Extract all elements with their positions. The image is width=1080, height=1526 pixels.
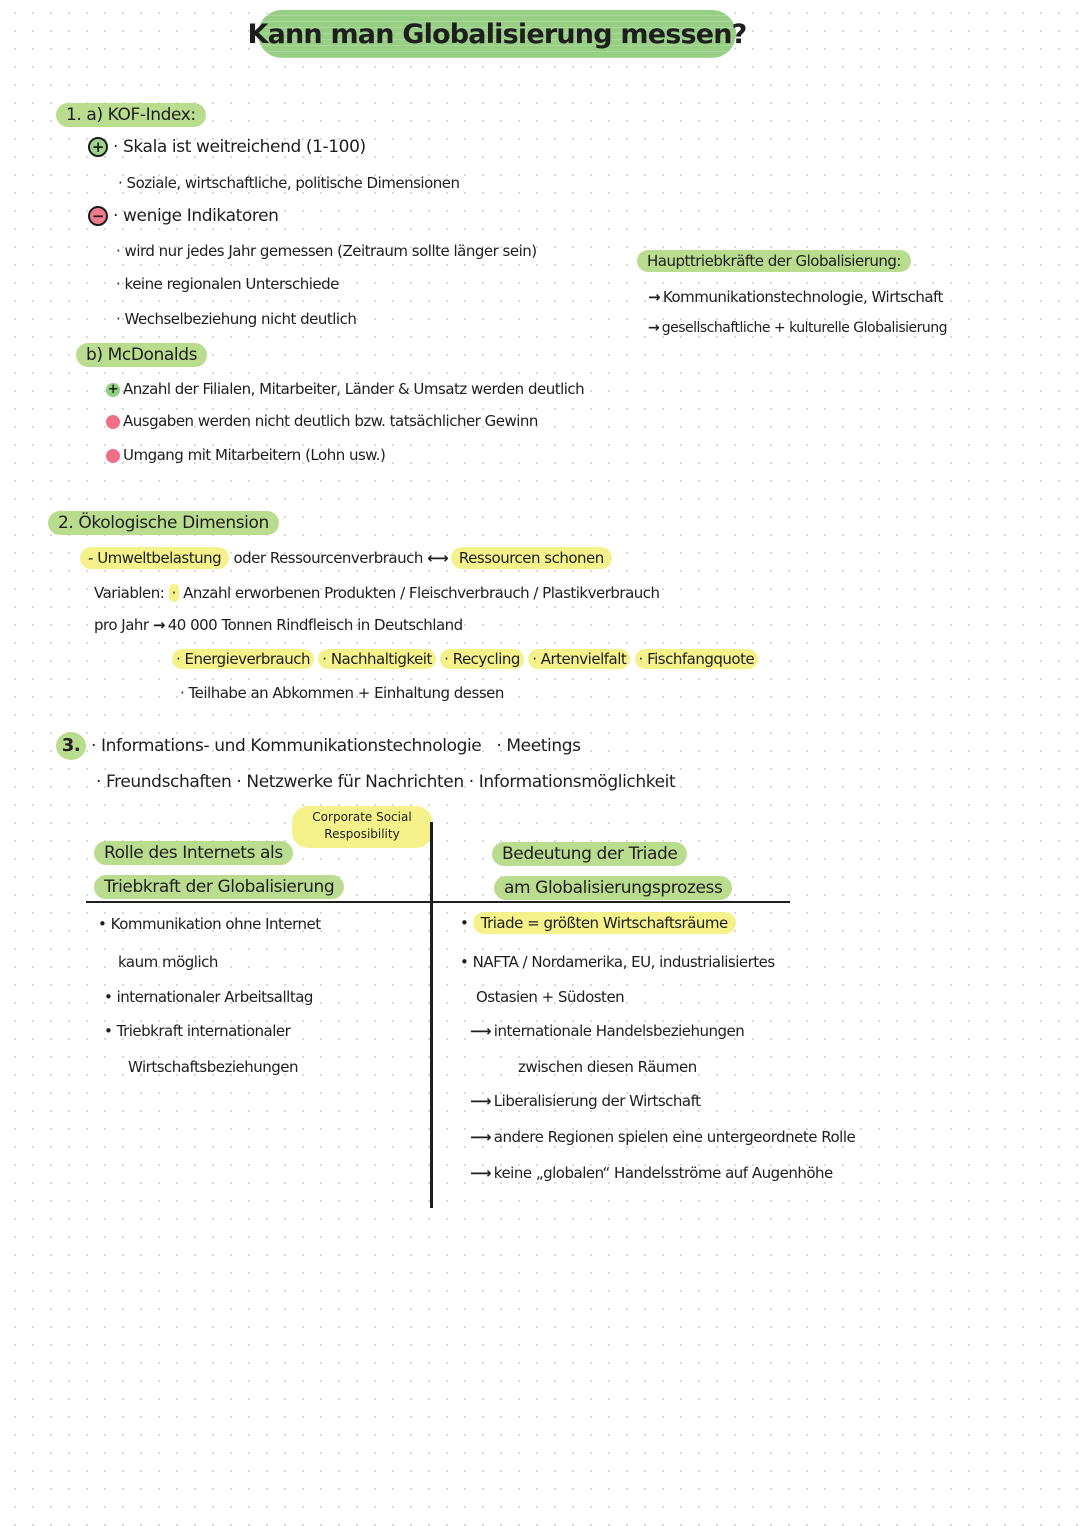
left-col-bullet-2: • internationaler Arbeitsalltag bbox=[104, 988, 313, 1006]
s2-ressourcen-schonen: Ressourcen schonen bbox=[451, 547, 612, 569]
right-col-a4: keine „globalen“ Handelsströme auf Augenhöhe bbox=[493, 1164, 833, 1182]
minus-icon: − bbox=[107, 447, 119, 463]
s2-item: · Artenvielfalt bbox=[528, 649, 630, 669]
s2-line-1 bbox=[80, 549, 612, 567]
s3-text-2a: Freundschaften bbox=[106, 772, 232, 792]
section-1-heading bbox=[56, 105, 206, 125]
table-vertical-divider bbox=[430, 822, 433, 1208]
page-title-text: Kann man Globalisierung messen? bbox=[247, 18, 747, 50]
table-horizontal-divider bbox=[86, 901, 790, 903]
right-col-arrow-1-cont bbox=[518, 1058, 697, 1076]
right-col-arrow-3 bbox=[470, 1128, 855, 1146]
s2-ressourcenverbrauch: oder Ressourcenverbrauch bbox=[233, 549, 423, 567]
right-col-bullet-2-cont bbox=[476, 988, 624, 1006]
side-heading-label: Haupttriebkräfte der Globalisierung: bbox=[637, 250, 911, 272]
right-col-a3: andere Regionen spielen eine untergeordnete Rolle bbox=[493, 1128, 856, 1146]
right-col-arrow-1 bbox=[470, 1022, 744, 1040]
long-arrow-right-icon: ⟶ bbox=[470, 1164, 490, 1182]
left-col-heading-1-label: Rolle des Internets als bbox=[94, 841, 293, 865]
page-title bbox=[247, 10, 747, 58]
kof-minus-text-3: keine regionalen Unterschiede bbox=[124, 275, 339, 293]
s2-items-line bbox=[172, 650, 758, 668]
left-col-b3b: Wirtschaftsbeziehungen bbox=[128, 1058, 298, 1076]
right-col-a1b: zwischen diesen Räumen bbox=[518, 1058, 697, 1076]
kof-minus-line-2: · wird nur jedes Jahr gemessen (Zeitraum sollte länger sein) bbox=[116, 242, 537, 260]
side-text-1: Kommunikationstechnologie, Wirtschaft bbox=[662, 288, 943, 306]
right-col-arrow-2 bbox=[470, 1092, 701, 1110]
side-line-2 bbox=[648, 320, 947, 336]
kof-plus-line-2: · Soziale, wirtschaftliche, politische Dimensionen bbox=[118, 174, 460, 192]
side-text-2: gesellschaftliche + kulturelle Globalisierung bbox=[661, 320, 948, 336]
s2-item: · Fischfangquote bbox=[635, 649, 759, 669]
right-col-b2b: Ostasien + Südosten bbox=[476, 988, 625, 1006]
csr-badge bbox=[292, 806, 432, 848]
left-col-bullet-1-cont bbox=[118, 953, 218, 971]
s3-text-1a: Informations- und Kommunikationstechnologie bbox=[101, 736, 482, 756]
left-col-heading-2 bbox=[94, 877, 344, 897]
right-col-heading-1 bbox=[492, 844, 687, 864]
plus-icon: + bbox=[107, 381, 119, 397]
long-arrow-right-icon: ⟶ bbox=[470, 1022, 490, 1040]
left-col-bullet-1: • Kommunikation ohne Internet bbox=[98, 915, 321, 933]
s2-item: · Energieverbrauch bbox=[172, 649, 314, 669]
mcdonalds-minus-line-2 bbox=[106, 446, 385, 464]
s2-item-text: Artenvielfalt bbox=[540, 650, 627, 668]
kof-plus-text-2: Soziale, wirtschaftliche, politische Dimensionen bbox=[126, 174, 460, 192]
arrow-right-icon: → bbox=[648, 320, 658, 336]
kof-plus-text-1: Skala ist weitreichend (1-100) bbox=[123, 137, 366, 157]
kof-minus-text-2: wird nur jedes Jahr gemessen (Zeitraum sollte länger sein) bbox=[124, 242, 537, 260]
right-col-arrow-4 bbox=[470, 1164, 833, 1182]
arrow-right-icon: → bbox=[152, 616, 164, 634]
left-col-bullet-3-cont bbox=[128, 1058, 298, 1076]
highlight-umweltbelastung: - Umweltbelastung bbox=[80, 547, 229, 569]
kof-plus-line-1: + · Skala ist weitreichend (1-100) bbox=[88, 137, 366, 157]
left-col-bullet-3: • Triebkraft internationaler bbox=[104, 1022, 291, 1040]
s2-umweltbelastung: Umweltbelastung bbox=[97, 549, 222, 567]
s3-text-2b: Netzwerke für Nachrichten bbox=[246, 772, 464, 792]
s2-item: · Recycling bbox=[440, 649, 524, 669]
s2-item: · Nachhaltigkeit bbox=[318, 649, 436, 669]
mcdonalds-minus-text-1: Ausgaben werden nicht deutlich bzw. tatsächlicher Gewinn bbox=[123, 412, 538, 430]
left-col-heading-2-label: Triebkraft der Globalisierung bbox=[94, 875, 344, 899]
s2-item-text: Fischfangquote bbox=[647, 650, 755, 668]
double-arrow-icon: ⟷ bbox=[427, 549, 447, 567]
kof-minus-line-1: − · wenige Indikatoren bbox=[88, 206, 279, 226]
s3-line-2: · Freundschaften · Netzwerke für Nachrichten · Informationsmöglichkeit bbox=[96, 772, 676, 792]
kof-minus-line-3: · keine regionalen Unterschiede bbox=[116, 275, 339, 293]
mcdonalds-plus-text: Anzahl der Filialen, Mitarbeiter, Länder & Umsatz werden deutlich bbox=[123, 380, 585, 398]
s2-variables-line bbox=[94, 584, 660, 602]
right-col-bullet-1: • Triade = größten Wirtschaftsräume bbox=[460, 914, 736, 932]
left-col-b1a: Kommunikation ohne Internet bbox=[110, 915, 321, 933]
bullet-dot-icon: · bbox=[169, 584, 179, 602]
s3-text-2c: Informationsmöglichkeit bbox=[478, 772, 676, 792]
right-col-b1: Triade = größten Wirtschaftsräume bbox=[473, 912, 736, 934]
right-col-a2: Liberalisierung der Wirtschaft bbox=[493, 1092, 701, 1110]
long-arrow-right-icon: ⟶ bbox=[470, 1092, 490, 1110]
s2-item-last: Teilhabe an Abkommen + Einhaltung dessen bbox=[188, 684, 504, 702]
right-col-b2a: NAFTA / Nordamerika, EU, industrialisiertes bbox=[472, 953, 775, 971]
left-col-heading-1 bbox=[94, 843, 293, 863]
s2-pro-jahr-line bbox=[94, 616, 463, 634]
arrow-right-icon: → bbox=[648, 288, 659, 306]
kof-heading-label: 1. a) KOF-Index: bbox=[56, 103, 206, 127]
mcdonalds-heading-label: b) McDonalds bbox=[76, 343, 207, 367]
minus-circle-icon: − bbox=[88, 206, 108, 226]
csr-line-2: Resposibility bbox=[324, 827, 400, 841]
s3-line-1: 3. · Informations- und Kommunikationstechnologie · Meetings bbox=[56, 732, 581, 760]
left-col-b1b: kaum möglich bbox=[118, 953, 218, 971]
mcdonalds-plus-line bbox=[106, 380, 584, 398]
left-col-b2: internationaler Arbeitsalltag bbox=[116, 988, 313, 1006]
s2-item-last-line: · Teilhabe an Abkommen + Einhaltung dessen bbox=[180, 684, 504, 702]
s2-item-text: Nachhaltigkeit bbox=[330, 650, 432, 668]
section-2-heading-label: 2. Ökologische Dimension bbox=[48, 511, 279, 535]
s2-pro-jahr-value: 40 000 Tonnen Rindfleisch in Deutschland bbox=[167, 616, 463, 634]
s2-item-text: Recycling bbox=[452, 650, 520, 668]
mcdonalds-heading bbox=[76, 345, 207, 365]
right-col-heading-2 bbox=[494, 878, 732, 898]
csr-line-1: Corporate Social bbox=[312, 810, 412, 824]
s2-pro-jahr-label: pro Jahr bbox=[94, 616, 149, 634]
mcdonalds-minus-text-2: Umgang mit Mitarbeitern (Lohn usw.) bbox=[123, 446, 386, 464]
long-arrow-right-icon: ⟶ bbox=[470, 1128, 490, 1146]
section-2-heading bbox=[48, 513, 279, 533]
s2-item-text: Energieverbrauch bbox=[184, 650, 310, 668]
s2-variables-label: Variablen: bbox=[94, 584, 165, 602]
minus-icon: − bbox=[107, 413, 119, 429]
mcdonalds-minus-line-1 bbox=[106, 412, 538, 430]
side-line-1 bbox=[648, 288, 943, 306]
s3-text-1b: Meetings bbox=[506, 736, 581, 756]
right-col-a1a: internationale Handelsbeziehungen bbox=[493, 1022, 745, 1040]
kof-minus-line-4: · Wechselbeziehung nicht deutlich bbox=[116, 310, 357, 328]
plus-circle-icon: + bbox=[88, 137, 108, 157]
left-col-b3a: Triebkraft internationaler bbox=[116, 1022, 291, 1040]
right-col-heading-2-label: am Globalisierungsprozess bbox=[494, 876, 732, 900]
kof-minus-text-1: wenige Indikatoren bbox=[123, 206, 279, 226]
kof-minus-text-4: Wechselbeziehung nicht deutlich bbox=[124, 310, 357, 328]
right-col-bullet-2: • NAFTA / Nordamerika, EU, industrialisiertes bbox=[460, 953, 775, 971]
s2-variables-text: Anzahl erworbenen Produkten / Fleischverbrauch / Plastikverbrauch bbox=[183, 584, 660, 602]
side-heading bbox=[637, 252, 911, 270]
section-3-number: 3. bbox=[56, 732, 86, 760]
right-col-heading-1-label: Bedeutung der Triade bbox=[492, 842, 687, 866]
